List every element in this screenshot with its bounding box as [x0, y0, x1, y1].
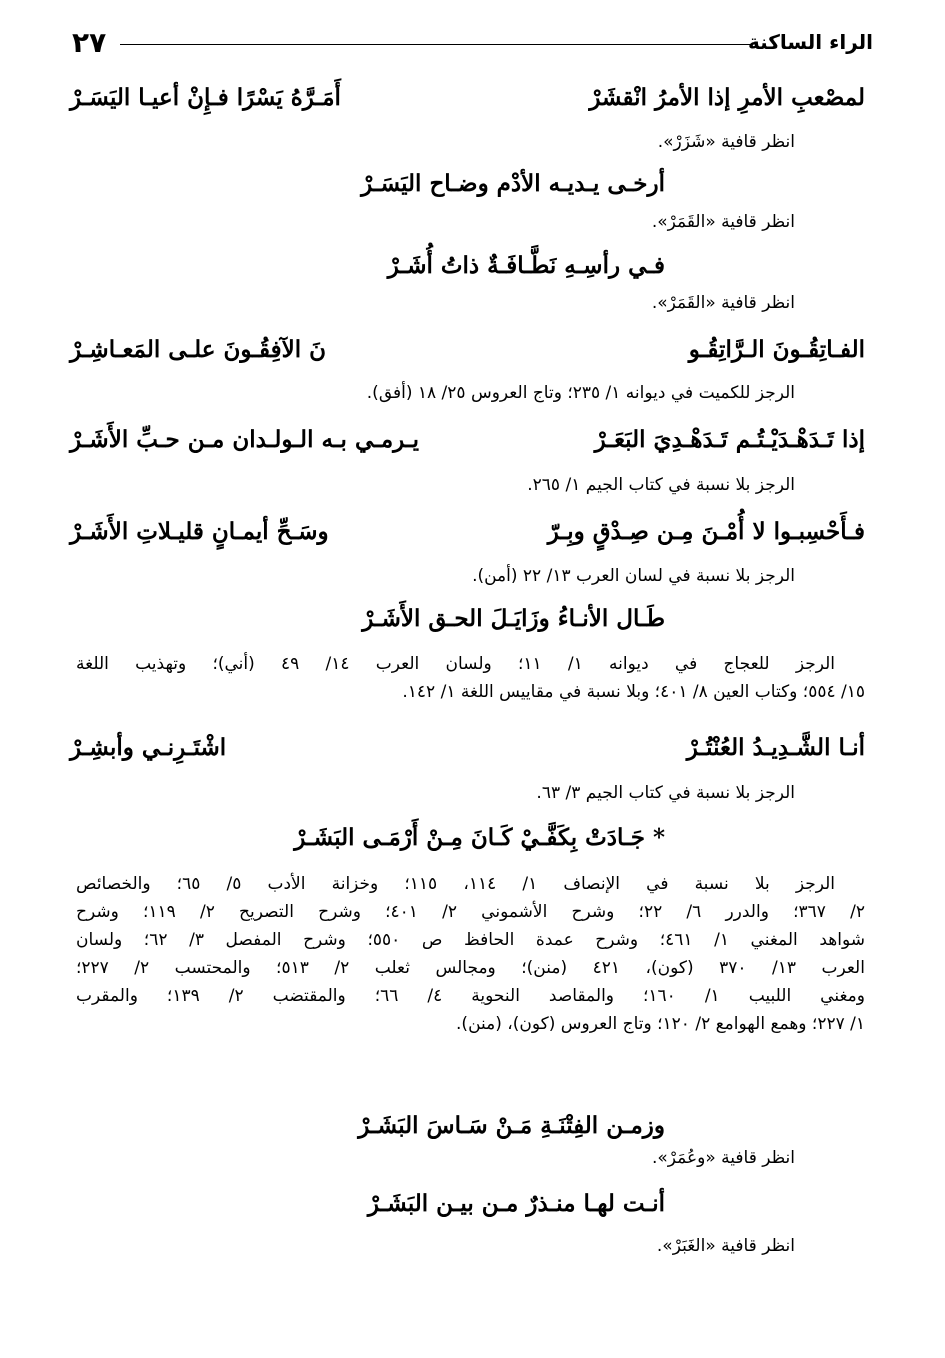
verse-single: فـي رأسِـهِ نَطَّـافَـةٌ ذاتُ أُشَـرْ — [387, 252, 665, 279]
verse-second-hemistich: يـرمـي بـه الـولـدان مـن حـبِّ الأَشَـرْ — [70, 426, 419, 453]
verse-single: أنـت لهـا منـذرٌ مـن بيـن البَشَـرْ — [367, 1190, 665, 1217]
paragraph-line: ومغني اللبيب ١/ ١٦٠؛ والمقاصد النحوية ٤/ ٦٦؛ والمقتضب ٢/ ١٣٩؛ والمقرب — [76, 986, 865, 1006]
verse-line — [70, 84, 865, 120]
verse-line — [70, 252, 865, 288]
paragraph-line: ١٥/ ٥٥٤؛ وكتاب العين ٨/ ٤٠١؛ وبلا نسبة في مقاييس اللغة ١/ ١٤٢. — [402, 682, 865, 702]
citation-note: انظر قافية «القَمَرْ». — [651, 293, 795, 313]
verse-first-hemistich: الفـاتِقُـونَ الـرَّاتِقُـو — [688, 336, 865, 363]
verse-single: * جَـادَتْ بِكَفَّـيْ كَـانَ مِـنْ أَرْمَـى البَشَـرْ — [294, 824, 665, 851]
verse-second-hemistich: وسَـحِّ أيمـانٍ قليـلاتِ الأَشَـرْ — [70, 518, 329, 545]
citation-note: انظر قافية «شَزَرْ». — [657, 132, 795, 152]
verse-line — [70, 605, 865, 641]
citation-note: الرجز للكميت في ديوانه ١/ ٢٣٥؛ وتاج العروس ٢٥/ ١٨ (أفق). — [366, 383, 795, 403]
verse-first-hemistich: فـأَحْسِبـوا لا أُمْـنَ مِـن صِـدْقٍ وبِـرّ — [547, 518, 865, 545]
verse-line — [70, 734, 865, 770]
citation-note: الرجز بلا نسبة في كتاب الجيم ١/ ٢٦٥. — [527, 475, 795, 495]
header-rule — [120, 44, 751, 45]
verse-line — [70, 518, 865, 554]
citation-paragraph — [76, 650, 865, 706]
citation-note: انظر قافية «القَمَرْ». — [651, 212, 795, 232]
paragraph-line: شواهد المغني ١/ ٤٦١؛ وشرح عمدة الحافظ ص ٥٥٠؛ وشرح المفصل ٣/ ٦٢؛ ولسان — [76, 930, 866, 950]
paragraph-line: العرب ١٣/ ٣٧٠ (كون)، ٤٢١ (منن)؛ ومجالس ثعلب ٢/ ٥١٣؛ والمحتسب ٢/ ٢٢٧؛ — [76, 958, 865, 978]
verse-line — [70, 336, 865, 372]
verse-line — [70, 170, 865, 206]
verse-line — [70, 1190, 865, 1226]
citation-note: الرجز بلا نسبة في لسان العرب ١٣/ ٢٢ (أمن). — [472, 566, 795, 586]
paragraph-line: الرجز بلا نسبة في الإنصاف ١/ ١١٤، ١١٥؛ وخزانة الأدب ٥/ ٦٥؛ والخصائص — [76, 874, 836, 894]
citation-paragraph — [76, 870, 865, 1038]
citation-note: انظر قافية «وعُمَرْ». — [651, 1148, 795, 1168]
verse-first-hemistich: لمصْعبِ الأمرِ إذا الأمرُ انْقشَرْ — [589, 84, 865, 111]
running-title: الراء الساكنة — [748, 30, 873, 54]
page-number: ٢٧ — [72, 26, 107, 59]
verse-second-hemistich: اشْتَـرِنـي وأبشِـرْ — [70, 734, 227, 761]
verse-line — [70, 824, 865, 860]
citation-note: الرجز بلا نسبة في كتاب الجيم ٣/ ٦٣. — [536, 783, 795, 803]
paragraph-line: ٢/ ٣٦٧؛ والدرر ٦/ ٢٢؛ وشرح الأشموني ٢/ ٤٠١؛ وشرح التصريح ٢/ ١١٩؛ وشرح — [76, 902, 865, 922]
verse-single: طَـال الأنـاءُ وزَايَـلَ الحـق الأَشَـرْ — [362, 605, 665, 632]
verse-single: وزمـن الفِتْنَـةِ مَـنْ سَـاسَ البَشَـرْ — [358, 1112, 665, 1139]
citation-note: انظر قافية «الغَبَرْ». — [656, 1236, 795, 1256]
page-header — [72, 26, 873, 66]
verse-single: أرخـى يـديـه الأدْم وضـاح اليَسَـرْ — [361, 170, 665, 197]
verse-second-hemistich: أَمَـرَّهُ يَسْرًا فـإِنْ أعيـا اليَسَـرْ — [70, 84, 341, 111]
paragraph-line: ١/ ٢٢٧؛ وهمع الهوامع ٢/ ١٢٠؛ وتاج العروس (كون)، (منن). — [456, 1014, 865, 1034]
verse-second-hemistich: نَ الآفِقُـونَ علـى المَعـاشِـرْ — [70, 336, 327, 363]
verse-first-hemistich: أنـا الشَّـدِيـدُ العُنْتُـرْ — [686, 734, 865, 761]
paragraph-line: الرجز للعجاج في ديوانه ١/ ١١؛ ولسان العرب ١٤/ ٤٩ (أني)؛ وتهذيب اللغة — [76, 654, 836, 674]
verse-line — [70, 426, 865, 462]
verse-first-hemistich: إذا تَـدَهْـدَيْـتُـم تَـدَهْـدِيَ البَعَـرْ — [594, 426, 865, 453]
verse-line — [70, 1112, 865, 1148]
